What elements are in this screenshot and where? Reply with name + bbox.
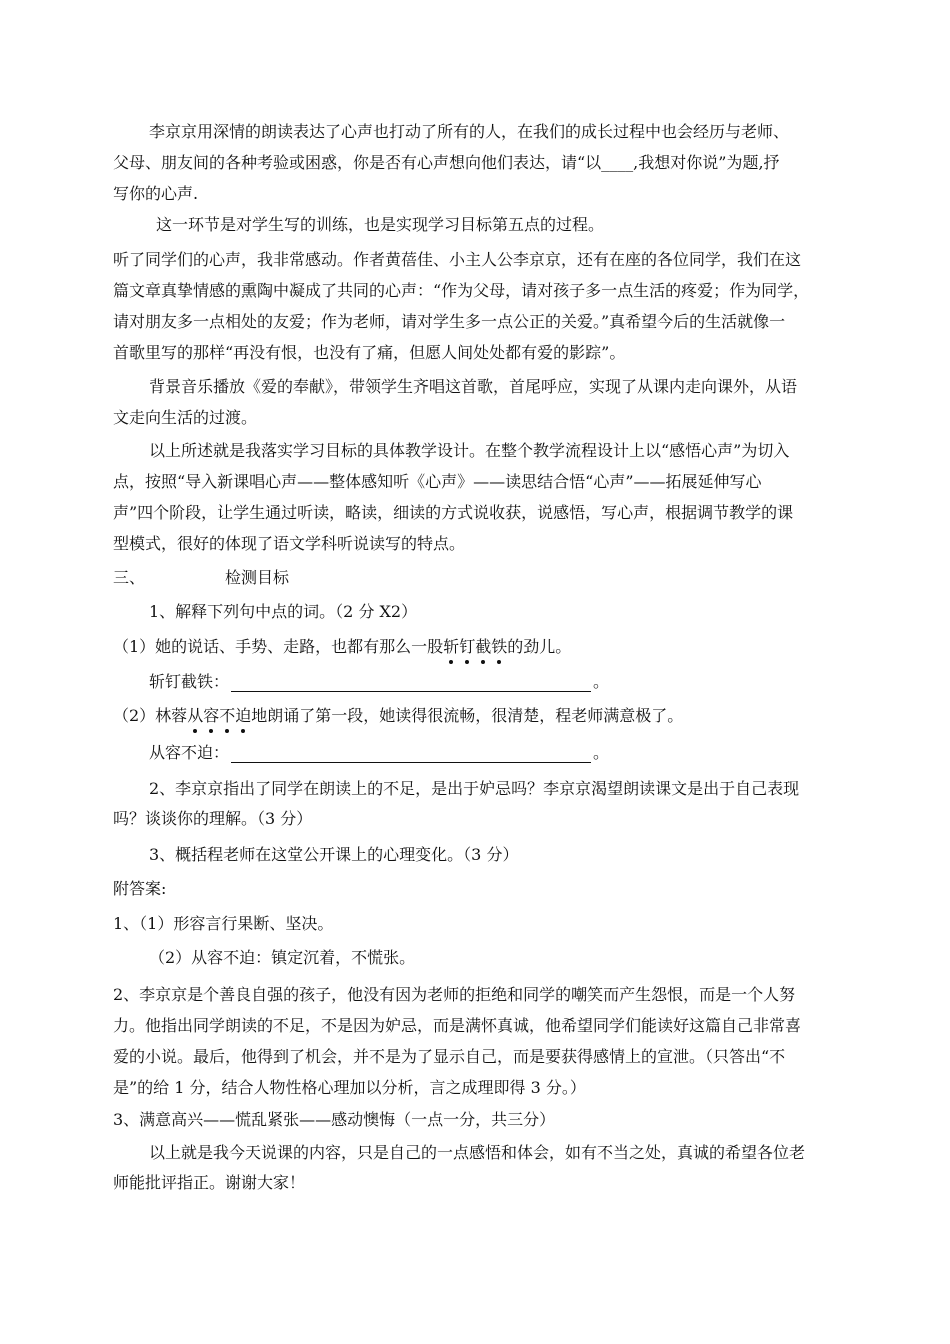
answer-1: 1、（1）形容言行果断、坚决。 — [113, 914, 334, 933]
paragraph-line: 文走向生活的过渡。 — [113, 408, 258, 427]
sentence-text: （1）她的说话、手势、走路，也都有那么一股 — [113, 637, 444, 656]
question-3: 3、概括程老师在这堂公开课上的心理变化。（3 分） — [149, 845, 519, 864]
emphasis-char: 不 — [219, 706, 236, 725]
closing-paragraph: 以上就是我今天说课的内容，只是自己的一点感悟和体会，如有不当之处，真诚的希望各位老 — [149, 1143, 806, 1162]
question-1b-sentence — [113, 706, 683, 726]
answer-3: 3、满意高兴——慌乱紧张——感动懊悔（一点一分，共三分） — [113, 1110, 556, 1129]
paragraph-line: 请对朋友多一点相处的友爱；作为老师，请对学生多一点公正的关爱。”真希望今后的生活就像一 — [113, 312, 786, 331]
paragraph-line: 背景音乐播放《爱的奉献》，带领学生齐唱这首歌，首尾呼应，实现了从课内走向课外，从语 — [149, 377, 798, 396]
answer-2: 爱的小说。最后，他得到了机会，并不是为了显示自己，而是要获得感情上的宣泄。（只答出“不 — [113, 1047, 786, 1066]
sentence-text: 的劲儿。 — [507, 637, 572, 656]
answer-2: 力。他指出同学朗读的不足，不是因为妒忌，而是满怀真诚，他希望同学们能读好这篇自己非常喜 — [113, 1016, 802, 1035]
answer-blank-line — [149, 672, 609, 692]
section-title: 检测目标 — [225, 568, 290, 587]
paragraph-line: 父母、朋友间的各种考验或困惑，你是否有心声想向他们表达，请“以____,我想对你说”为题,抒 — [113, 153, 780, 172]
paragraph-line: 听了同学们的心声，我非常感动。作者黄蓓佳、小主人公李京京，还有在座的各位同学，我们在这 — [113, 250, 802, 269]
blank-label: 斩钉截铁： — [149, 672, 230, 691]
paragraph-line: 这一环节是对学生写的训练，也是实现学习目标第五点的过程。 — [156, 215, 605, 234]
emphasis-char: 斩 — [443, 637, 460, 656]
blank-end: 。 — [593, 672, 610, 691]
paragraph-line: 首歌里写的那样“再没有恨，也没有了痛，但愿人间处处都有爱的影踪”。 — [113, 343, 626, 362]
emphasis-char: 迫 — [235, 706, 252, 725]
answer-2: 2、李京京是个善良自强的孩子，他没有因为老师的拒绝和同学的嘲笑而产生怨恨，而是一个人努 — [113, 985, 796, 1004]
emphasis-char: 从 — [187, 706, 204, 725]
blank-end: 。 — [593, 743, 610, 762]
blank-label: 从容不迫： — [149, 743, 230, 762]
closing-paragraph: 师能批评指正。谢谢大家！ — [113, 1173, 306, 1192]
emphasis-char: 截 — [475, 637, 492, 656]
sentence-text: （2）林蓉 — [113, 706, 188, 725]
answer-blank-line — [149, 743, 609, 763]
answer-blank[interactable] — [231, 748, 591, 763]
section-heading — [113, 568, 289, 588]
paragraph-line: 声”四个阶段，让学生通过听读，略读，细读的方式说收获，说感悟，写心声，根据调节教学的课 — [113, 503, 794, 522]
answer-blank[interactable] — [231, 677, 591, 692]
emphasis-char: 钉 — [459, 637, 476, 656]
paragraph-line: 写你的心声. — [113, 184, 199, 203]
question-1: 1、解释下列句中点的词。（2 分 X2） — [149, 602, 418, 621]
paragraph-line: 李京京用深情的朗读表达了心声也打动了所有的人，在我们的成长过程中也会经历与老师、 — [149, 122, 790, 141]
paragraph-line: 型模式，很好的体现了语文学科听说读写的特点。 — [113, 534, 466, 553]
paragraph-line: 以上所述就是我落实学习目标的具体教学设计。在整个教学流程设计上以“感悟心声”为切入 — [149, 441, 790, 460]
emphasis-char: 铁 — [491, 637, 508, 656]
answer-2: 是”的给 1 分，结合人物性格心理加以分析，言之成理即得 3 分。） — [113, 1078, 586, 1097]
answers-heading: 附答案: — [113, 879, 167, 898]
question-2: 吗？谈谈你的理解。（3 分） — [113, 809, 313, 828]
paragraph-line: 点，按照“导入新课唱心声——整体感知听《心声》——读思结合悟“心声”——拓展延伸写心 — [113, 472, 762, 491]
section-number: 三、 — [113, 568, 146, 587]
paragraph-line: 篇文章真挚情感的熏陶中凝成了共同的心声：“作为父母，请对孩子多一点生活的疼爱；作为同学， — [113, 281, 810, 300]
answer-1: （2）从容不迫：镇定沉着，不慌张。 — [149, 948, 416, 967]
sentence-text: 地朗诵了第一段，她读得很流畅，很清楚，程老师满意极了。 — [251, 706, 684, 725]
question-1a-sentence — [113, 637, 571, 657]
emphasis-char: 容 — [203, 706, 220, 725]
question-2: 2、李京京指出了同学在朗读上的不足，是出于妒忌吗？李京京渴望朗读课文是出于自己表现 — [149, 779, 800, 798]
